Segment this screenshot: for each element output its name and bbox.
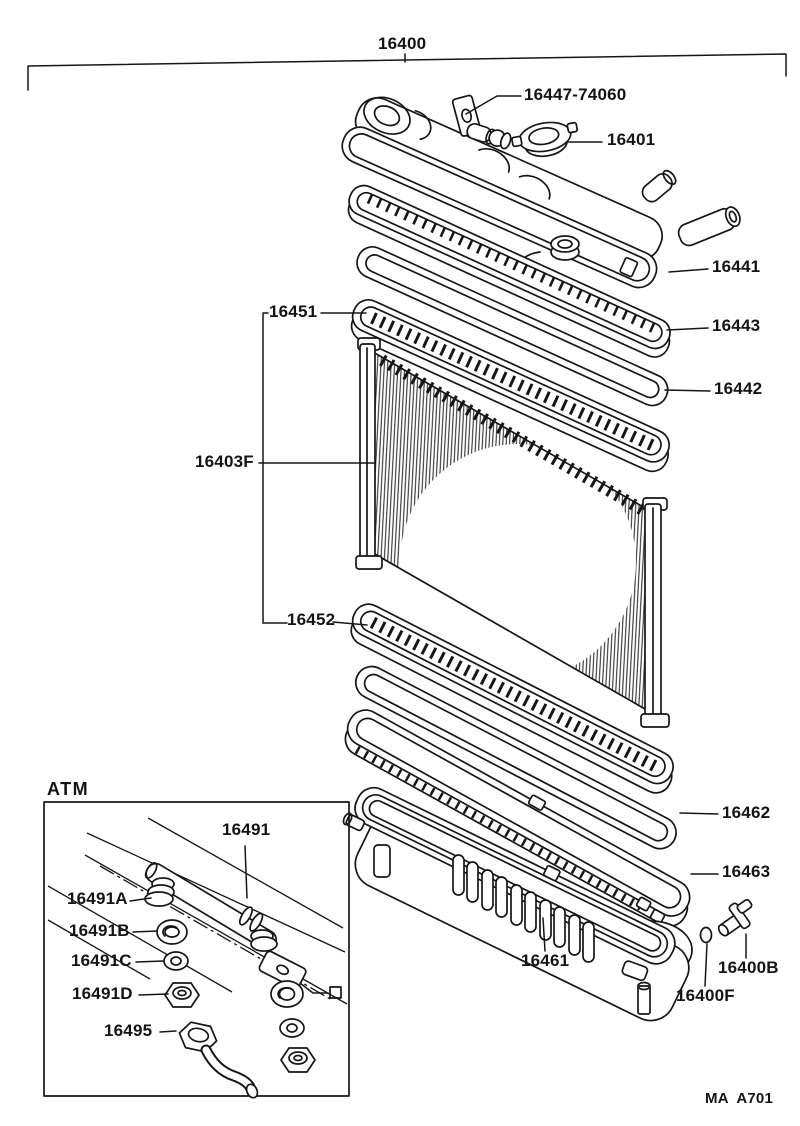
part-label-16461: 16461: [521, 951, 570, 970]
drain-cock-drawing: [711, 895, 761, 941]
part-label-16447-74060: 16447-74060: [524, 85, 627, 104]
part-label-16442: 16442: [714, 379, 763, 398]
part-label-16491D: 16491D: [72, 984, 133, 1003]
part-label-16400: 16400: [378, 34, 427, 53]
part-label-16452: 16452: [287, 610, 336, 629]
part-label-16491A: 16491A: [67, 889, 128, 908]
part-label-16403F: 16403F: [195, 452, 254, 471]
drain-oring-drawing: [701, 928, 712, 943]
part-label-16400B: 16400B: [718, 958, 779, 977]
part-label-16451: 16451: [269, 302, 318, 321]
inset-title-atm: ATM: [47, 779, 90, 799]
part-label-16400F: 16400F: [676, 986, 735, 1005]
part-label-16463: 16463: [722, 862, 771, 881]
part-label-16491: 16491: [222, 820, 271, 839]
part-label-16441: 16441: [712, 257, 761, 276]
page-code: MA A701: [705, 1090, 774, 1107]
part-label-16443: 16443: [712, 316, 761, 335]
part-label-16491C: 16491C: [71, 951, 132, 970]
part-label-16462: 16462: [722, 803, 771, 822]
part-label-16401: 16401: [607, 130, 656, 149]
part-label-16491B: 16491B: [69, 921, 130, 940]
radiator-cap-drawing: [510, 117, 581, 161]
part-label-16495: 16495: [104, 1021, 153, 1040]
